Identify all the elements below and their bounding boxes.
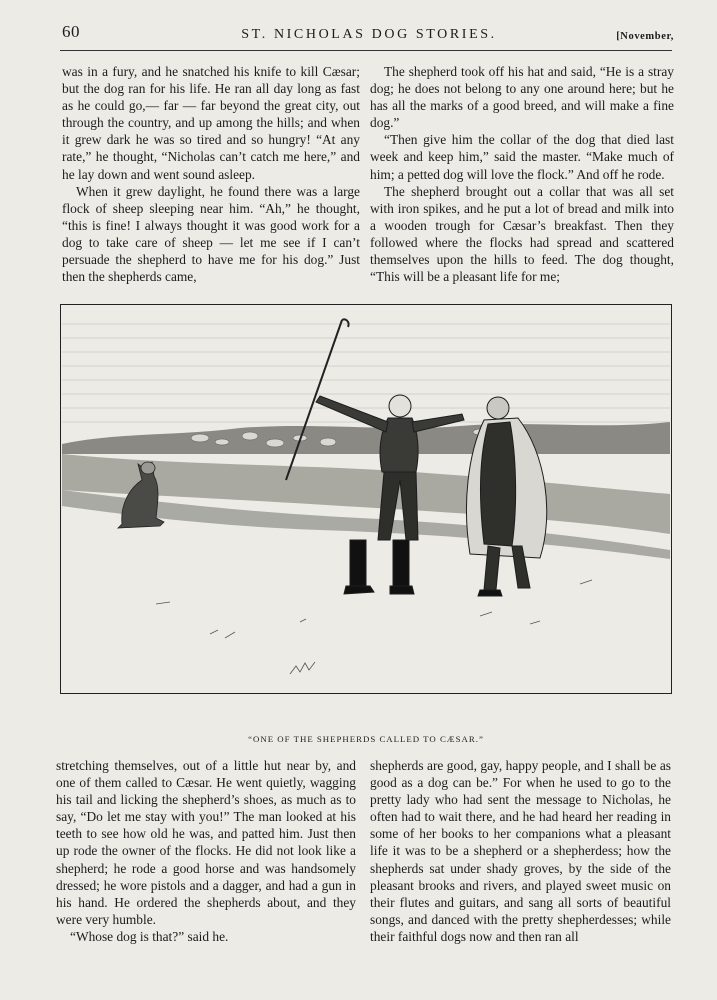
shepherd-illustration [60, 304, 672, 694]
paragraph: The shepherd took off his hat and said, “He is a stray dog; he does not belong to any one around here; but he has all the marks of a good breed, and will make a fine dog.” [370, 64, 674, 131]
illustration-caption: “ONE OF THE SHEPHERDS CALLED TO CÆSAR.” [248, 734, 484, 744]
paragraph: “Whose dog is that?” said he. [70, 928, 229, 944]
top-left-column [62, 63, 360, 285]
top-right-column [370, 63, 674, 285]
header-rule [60, 50, 672, 51]
paragraph: When it grew daylight, he found there was a large flock of sheep sleeping near him. “Ah,” he thought, “this is fine! I always thought it was good work for a dog to take care of sheep — let me see if I can’t persuade the shepherd to have me for his dog.” Just then the shepherds came, [62, 183, 360, 285]
paragraph: stretching themselves, out of a little hut near by, and one of them called to Cæsar. He went quietly, wagging his tail and licking the shepherd’s shoes, as much as to say, “Do let me stay with you!” The man looked at his teeth to see how old he was, and patted him. Just then up rode the owner of the flocks. He did not look like a shepherd; he rode a good horse and was handsomely dressed; he wore pistols and a dagger, and had a gun in his hand. He ordered the shepherds about, and they were very humble. [56, 758, 356, 927]
issue-month: [November, [616, 31, 674, 42]
bottom-right-column [370, 757, 671, 945]
bottom-left-column [56, 757, 356, 945]
paragraph: “Then give him the collar of the dog that died last week and keep him,” said the master. “Make much of him; a petted dog will love the flock.” And off he rode. [370, 132, 674, 182]
paragraph: was in a fury, and he snatched his knife to kill Cæsar; but the dog ran for his life. He ran all day long as fast as he could go,— far — far beyond the great city, out through the country, and up among the hills; and when it grew dark he was so tired and so hungry! “At any rate,” he thought, “Nicholas can’t catch me here,” and he lay down and went sound asleep. [62, 64, 360, 182]
running-header [62, 20, 676, 50]
paragraph: shepherds are good, gay, happy people, and I shall be as good as a dog can be.” For when he used to go to the pretty lady who had sent the message to Nicholas, he often had to wait there, and he had heard her reading in some of her books to her companions what a pleasant life it was to be a shepherd or a shepherdess; how the shepherds sat under shady groves, by the side of the pleasant brooks and rivers, and played sweet music on their flutes and guitars, and sang all sorts of beautiful songs, and danced with the pretty shepherdesses; while their faithful dogs now and then ran all [370, 758, 671, 944]
paragraph: The shepherd brought out a collar that was all set with iron spikes, and he put a lot of bread and milk into a wooden trough for Cæsar’s breakfast. Then they followed where the flocks had spread and scattered themselves upon the hills to feed. The dog thought, “This will be a pleasant life for me; [370, 183, 674, 285]
page-number: 60 [62, 22, 80, 41]
running-title: ST. NICHOLAS DOG STORIES. [241, 27, 497, 42]
